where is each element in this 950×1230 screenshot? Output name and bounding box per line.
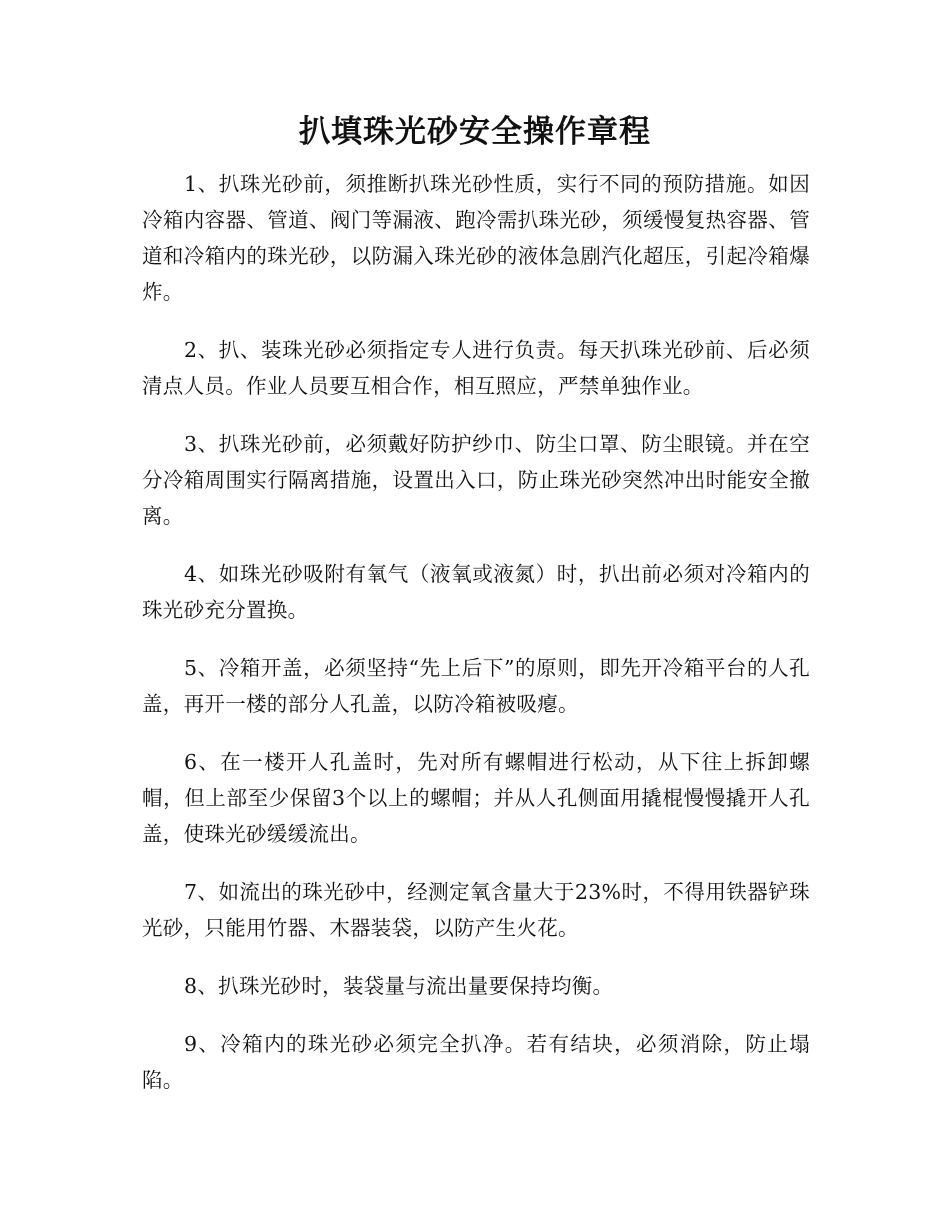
- paragraph-5: 5、冷箱开盖，必须坚持“先上后下”的原则，即先开冷箱平台的人孔盖，再开一楼的部分人孔盖，以防冷箱被吸瘪。: [142, 656, 810, 716]
- paragraph-7: 7、如流出的珠光砂中，经测定氧含量大于23%时，不得用铁器铲珠光砂，只能用竹器、木器装袋，以防产生火花。: [142, 880, 810, 940]
- paragraph-8: 8、扒珠光砂时，装袋量与流出量要保持均衡。: [184, 974, 614, 998]
- paragraph-4: 4、如珠光砂吸附有氧气（液氧或液氮）时，扒出前必须对冷箱内的珠光砂充分置换。: [142, 562, 810, 622]
- paragraph-9: 9、冷箱内的珠光砂必须完全扒净。若有结块，必须消除，防止塌陷。: [142, 1032, 810, 1092]
- paragraph-3: 3、扒珠光砂前，必须戴好防护纱巾、防尘口罩、防尘眼镜。并在空分冷箱周围实行隔离措施，设置出入口，防止珠光砂突然冲出时能安全撤离。: [142, 432, 810, 528]
- paragraph-1: 1、扒珠光砂前，须推断扒珠光砂性质，实行不同的预防措施。如因冷箱内容器、管道、阀门等漏液、跑冷需扒珠光砂，须缓慢复热容器、管道和冷箱内的珠光砂，以防漏入珠光砂的液体急剧汽化超压，引起冷箱爆炸。: [142, 172, 810, 304]
- document-body: [142, 166, 810, 1120]
- document-title: 扒填珠光砂安全操作章程: [299, 114, 651, 150]
- paragraph-2: 2、扒、装珠光砂必须指定专人进行负责。每天扒珠光砂前、后必须清点人员。作业人员要互相合作，相互照应，严禁单独作业。: [142, 338, 810, 398]
- paragraph-6: 6、在一楼开人孔盖时，先对所有螺帽进行松动，从下往上拆卸螺帽，但上部至少保留3个以上的螺帽；并从人孔侧面用撬棍慢慢撬开人孔盖，使珠光砂缓缓流出。: [142, 750, 810, 846]
